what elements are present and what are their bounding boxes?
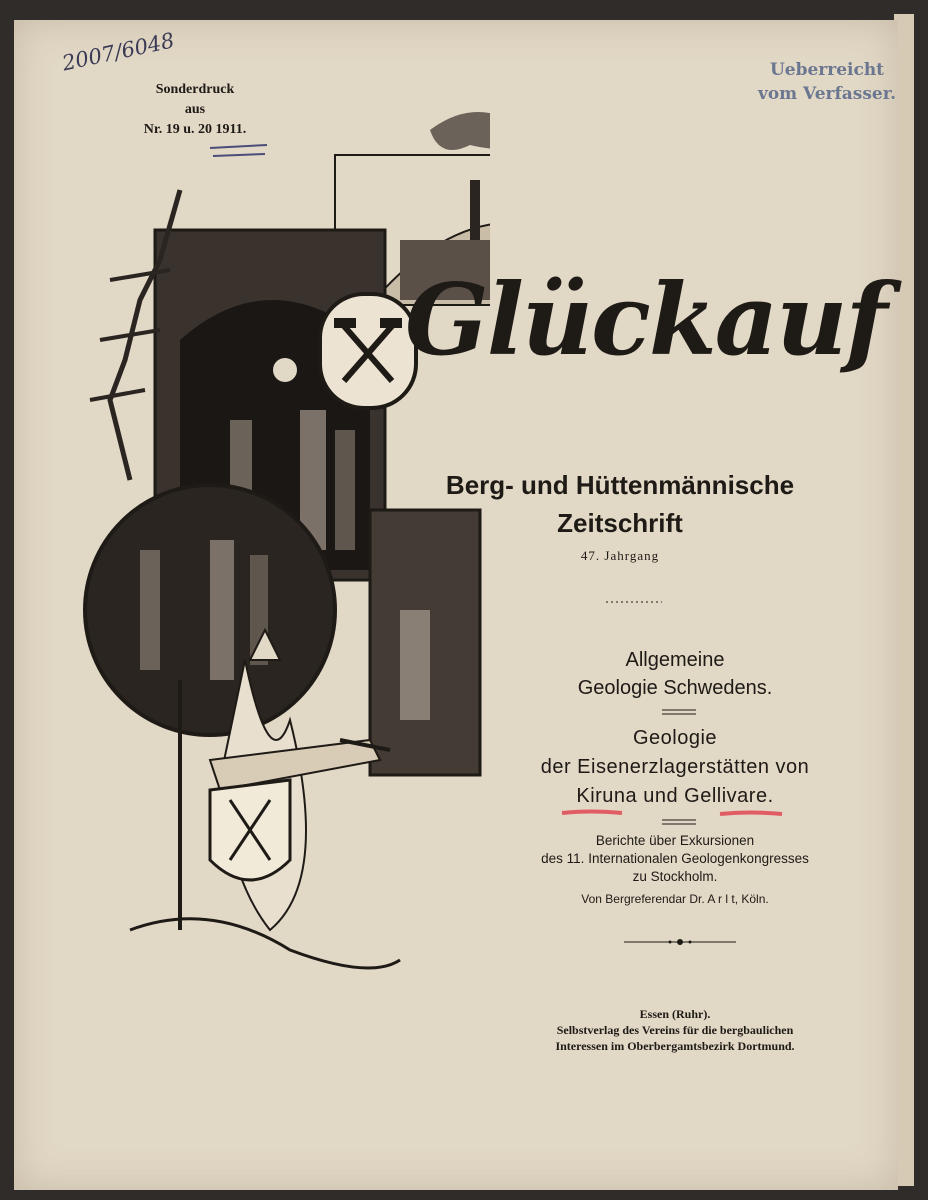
article-title-2	[480, 724, 870, 811]
publisher-place: Essen (Ruhr).	[639, 1007, 711, 1021]
article-title-1	[500, 646, 850, 702]
article-title-1-line-2: Geologie Schwedens.	[577, 677, 773, 699]
miner-scene	[370, 510, 480, 775]
publisher-line-1: Selbstverlag des Vereins für die bergbaulichen	[556, 1023, 794, 1037]
journal-subtitle-line-1: Berg- und Hüttenmännische	[445, 470, 795, 500]
glueckauf-emblem	[318, 292, 418, 410]
masthead-logo: Glückauf	[405, 263, 886, 378]
article-title-2-line-1: Geologie	[632, 727, 718, 749]
article-title-1-line-1: Allgemeine	[625, 649, 725, 671]
article-title-2-line-3: Kiruna und Gellivare.	[576, 785, 774, 807]
mining-illustration	[70, 100, 490, 1000]
handwritten-catalog-number: 2007/6048	[60, 28, 177, 76]
circular-scene	[85, 485, 335, 735]
report-line-1: Berichte über Exkursionen	[595, 833, 755, 848]
offprint-line-3: Nr. 19 u. 20 1911.	[143, 122, 247, 137]
journal-subtitle	[400, 466, 840, 542]
report-description	[480, 832, 870, 886]
dotted-ornament	[604, 598, 664, 606]
publisher-line-2: Interessen im Oberbergamtsbezirk Dortmund.	[555, 1039, 795, 1053]
author-presentation-stamp	[752, 58, 902, 106]
publisher-imprint	[490, 1006, 860, 1054]
article-title-2-line-2: der Eisenerzlagerstätten von	[540, 756, 810, 778]
article-author: Von Bergreferendar Dr. A r l t, Köln.	[581, 892, 769, 906]
bullet-ornament	[622, 936, 738, 948]
offprint-line-1: Sonderdruck	[155, 82, 235, 97]
stamp-line-2: vom Verfasser.	[757, 84, 897, 104]
double-rule-2	[662, 818, 696, 826]
journal-volume: 47. Jahrgang	[580, 548, 660, 563]
stamp-line-1: Ueberreicht	[769, 60, 885, 80]
journal-subtitle-line-2: Zeitschrift	[557, 508, 683, 538]
double-rule-1	[662, 708, 696, 716]
report-line-3: zu Stockholm.	[632, 869, 718, 884]
offprint-line-2: aus	[184, 102, 206, 117]
hammer-and-pick-icon	[322, 296, 414, 406]
report-line-2: des 11. Internationalen Geologenkongresses	[541, 851, 809, 866]
